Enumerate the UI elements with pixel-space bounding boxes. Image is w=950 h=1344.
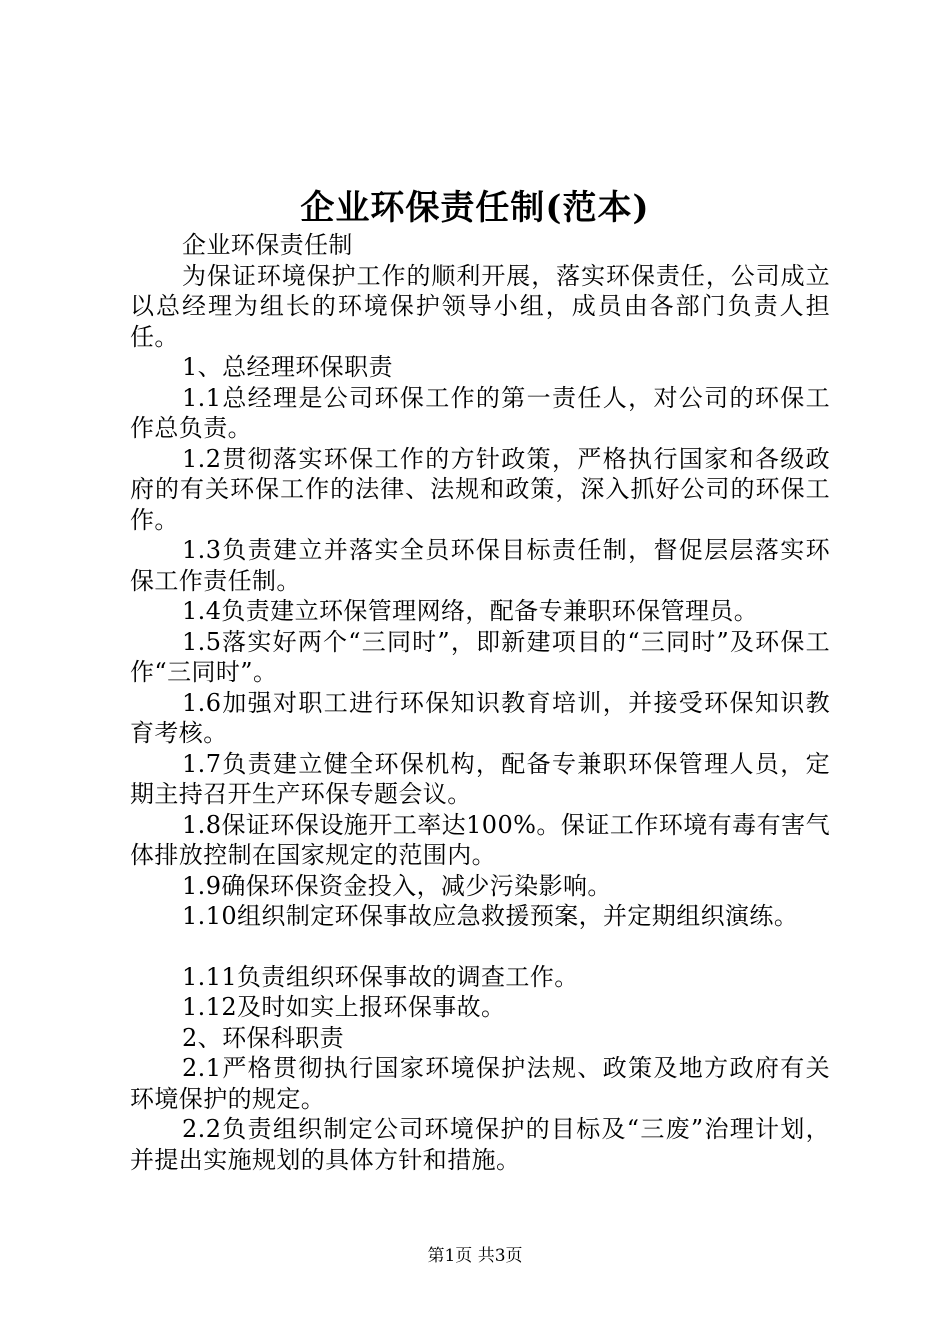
paragraph: 企业环保责任制 [182, 231, 353, 259]
document-body [130, 230, 830, 1175]
paragraph: 为保证环境保护工作的顺利开展，落实环保责任，公司成立以总经理为组长的环境保护领导小组，成员由各部门负责人担任。 [130, 261, 830, 351]
paragraph: 1.8保证环保设施开工率达100%。保证工作环境有毒有害气体排放控制在国家规定的范围内。 [130, 810, 830, 869]
paragraph: 1.12及时如实上报环保事故。 [182, 993, 506, 1021]
paragraph: 1.7负责建立健全环保机构，配备专兼职环保管理人员，定期主持召开生产环保专题会议。 [130, 749, 830, 808]
paragraph: 1.6加强对职工进行环保知识教育培训，并接受环保知识教育考核。 [130, 688, 830, 747]
paragraph: 1.1总经理是公司环保工作的第一责任人，对公司的环保工作总负责。 [130, 383, 830, 442]
paragraph: 1.4负责建立环保管理网络，配备专兼职环保管理员。 [182, 597, 759, 625]
section-heading: 2、环保科职责 [182, 1023, 345, 1052]
section-heading: 1、总经理环保职责 [182, 353, 393, 381]
paragraph: 2.1严格贯彻执行国家环境保护法规、政策及地方政府有关环境保护的规定。 [130, 1054, 830, 1113]
paragraph: 1.11负责组织环保事故的调查工作。 [182, 962, 579, 991]
paragraph: 1.5落实好两个“三同时”，即新建项目的“三同时”及环保工作“三同时”。 [130, 627, 830, 686]
page-footer: 第1页 共3页 [427, 1246, 523, 1266]
paragraph: 2.2负责组织制定公司环境保护的目标及“三废”治理计划，并提出实施规划的具体方针和措施。 [130, 1115, 830, 1174]
paragraph: 1.10组织制定环保事故应急救援预案，并定期组织演练。 [182, 902, 799, 930]
paragraph: 1.2贯彻落实环保工作的方针政策，严格执行国家和各级政府的有关环保工作的法律、法规和政策，深入抓好公司的环保工作。 [130, 444, 830, 534]
paragraph: 1.3负责建立并落实全员环保目标责任制，督促层层落实环保工作责任制。 [130, 536, 830, 595]
document-title: 企业环保责任制(范本) [300, 188, 650, 228]
paragraph: 1.9确保环保资金投入，减少污染影响。 [182, 871, 612, 900]
